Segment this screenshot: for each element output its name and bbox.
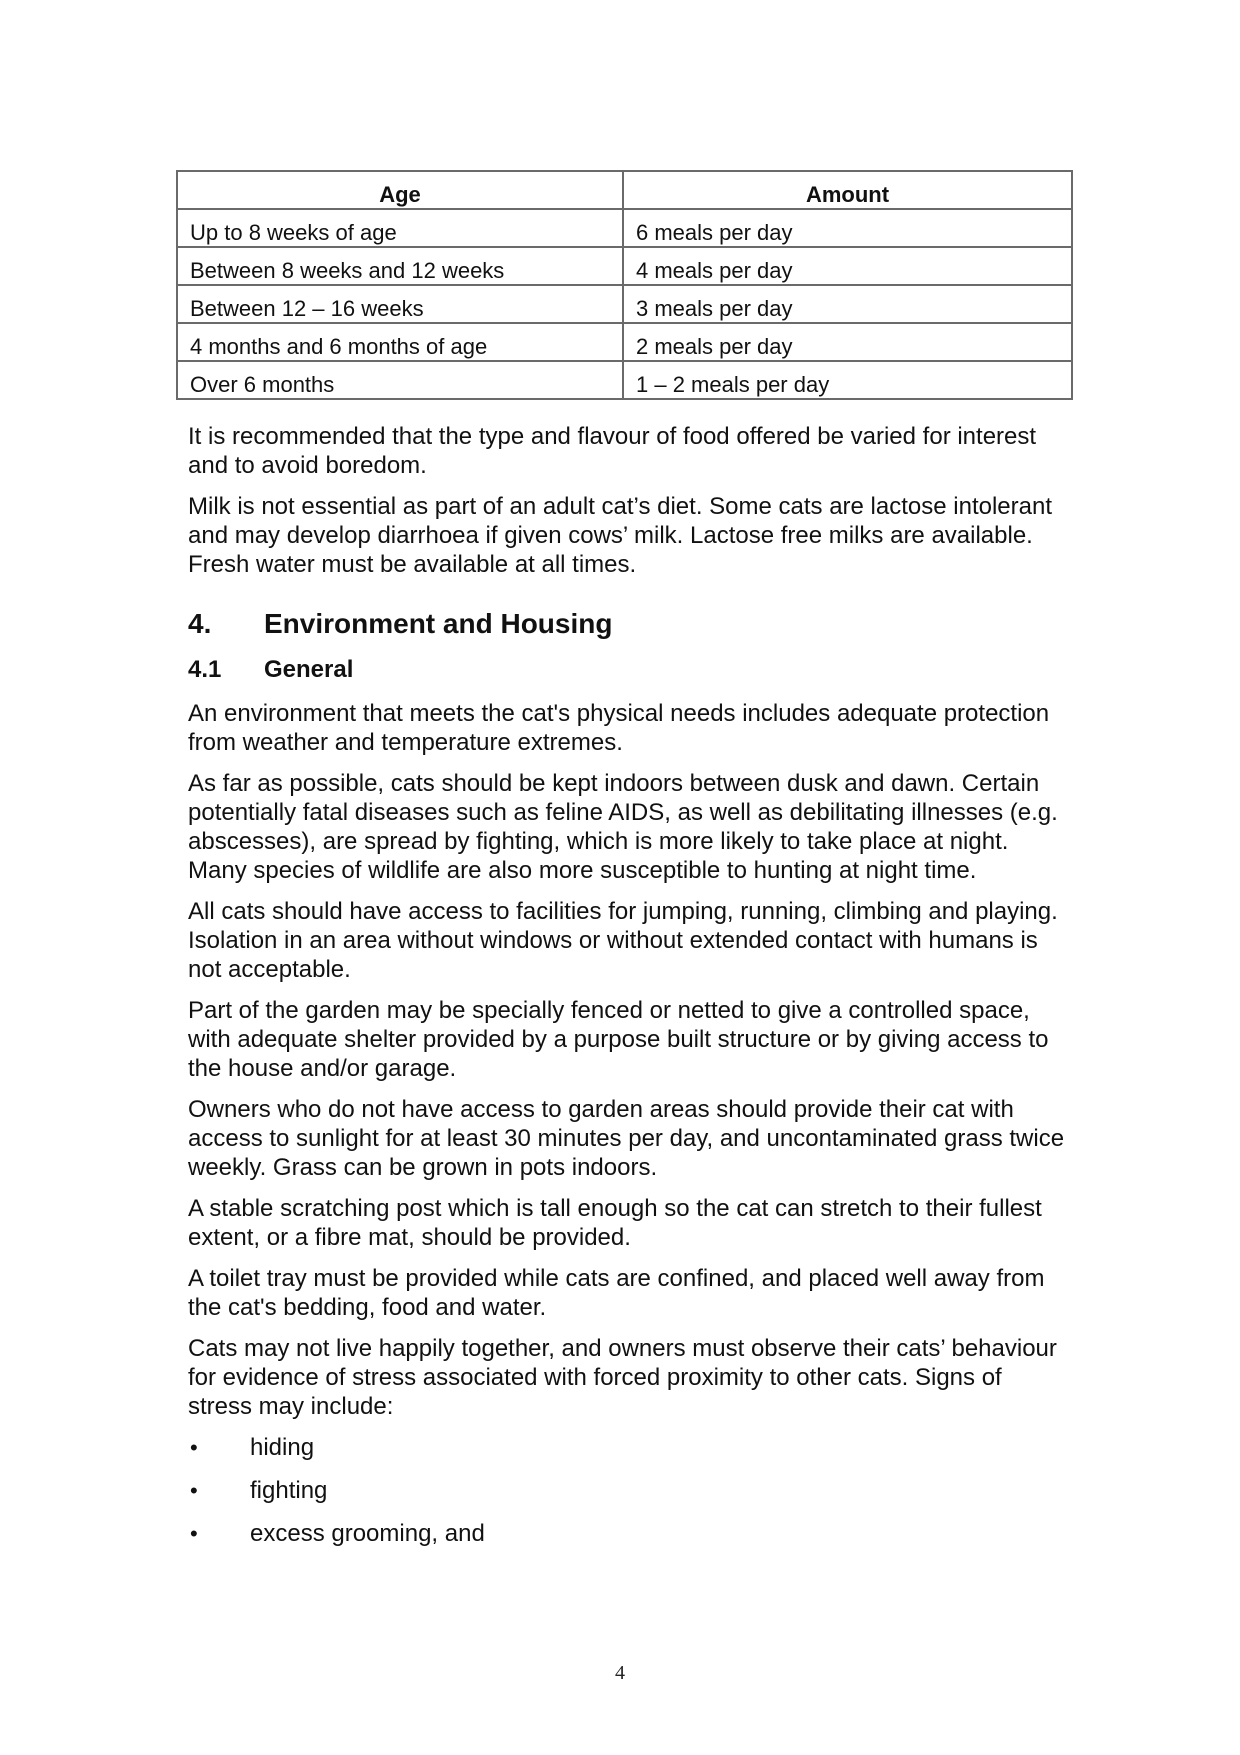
amount-cell: 6 meals per day [623, 209, 1072, 247]
body-paragraph: All cats should have access to facilities for jumping, running, climbing and playing. Isolation in an area without windows or without extended contact with humans is not acceptable. [188, 898, 1058, 983]
amount-cell: 1 – 2 meals per day [623, 361, 1072, 399]
amount-cell: 3 meals per day [623, 285, 1072, 323]
stress-signs-list [188, 1433, 1068, 1548]
age-cell: Between 12 – 16 weeks [177, 285, 623, 323]
bullet-icon: • [190, 1521, 198, 1546]
bullet-icon: • [190, 1478, 198, 1503]
table-row [177, 247, 1072, 285]
bullet-icon: • [190, 1435, 198, 1460]
body-paragraph: Part of the garden may be specially fenced or netted to give a controlled space, with adequate shelter provided by a purpose built structure or by giving access to the house and/or garage. [188, 997, 1049, 1082]
list-item-text: fighting [250, 1477, 328, 1504]
body-paragraph: A stable scratching post which is tall enough so the cat can stretch to their fullest extent, or a fibre mat, should be provided. [188, 1195, 1042, 1251]
list-item-text: hiding [250, 1434, 315, 1461]
body-paragraph: A toilet tray must be provided while cats are confined, and placed well away from the cat's bedding, food and water. [188, 1265, 1045, 1321]
age-cell: Up to 8 weeks of age [177, 209, 623, 247]
table-header-row [177, 171, 1072, 209]
age-cell: 4 months and 6 months of age [177, 323, 623, 361]
subsection-title: General [264, 656, 354, 683]
subsection-heading [188, 655, 1068, 685]
section-heading [188, 607, 1068, 641]
column-header-amount: Amount [623, 171, 1072, 209]
milk-paragraph: Milk is not essential as part of an adult cat’s diet. Some cats are lactose intolerant and may develop diarrhoea if given cows’ milk. Lactose free milks are available. Fresh water must be available at all times. [188, 493, 1052, 578]
list-item [188, 1519, 1068, 1548]
section-title: Environment and Housing [264, 608, 613, 639]
table-row [177, 323, 1072, 361]
amount-cell: 2 meals per day [623, 323, 1072, 361]
list-item [188, 1476, 1068, 1505]
food-variety-paragraph: It is recommended that the type and flavour of food offered be varied for interest and to avoid boredom. [188, 423, 1037, 479]
body-content [188, 422, 1068, 1562]
body-paragraph: As far as possible, cats should be kept indoors between dusk and dawn. Certain potentially fatal diseases such as feline AIDS, as well as debilitating illnesses (e.g. abscesses), are spread by fighting, which is more likely to take place at night. Many species of wildlife are also more susceptible to hunting at night time. [188, 770, 1058, 884]
feeding-frequency-table [176, 170, 1073, 400]
body-paragraph: Owners who do not have access to garden areas should provide their cat with access to sunlight for at least 30 minutes per day, and uncontaminated grass twice weekly. Grass can be grown in pots indoors. [188, 1096, 1065, 1181]
subsection-number: 4.1 [188, 656, 222, 683]
age-cell: Over 6 months [177, 361, 623, 399]
age-cell: Between 8 weeks and 12 weeks [177, 247, 623, 285]
table-row [177, 209, 1072, 247]
section-number: 4. [188, 608, 212, 639]
list-item-text: excess grooming, and [250, 1520, 485, 1547]
list-item [188, 1433, 1068, 1462]
table-row [177, 285, 1072, 323]
body-paragraph: An environment that meets the cat's physical needs includes adequate protection from weather and temperature extremes. [188, 700, 1050, 756]
body-paragraph: Cats may not live happily together, and owners must observe their cats’ behaviour for evidence of stress associated with forced proximity to other cats. Signs of stress may include: [188, 1335, 1057, 1420]
amount-cell: 4 meals per day [623, 247, 1072, 285]
page-number: 4 [615, 1662, 625, 1684]
table-row [177, 361, 1072, 399]
column-header-age: Age [177, 171, 623, 209]
